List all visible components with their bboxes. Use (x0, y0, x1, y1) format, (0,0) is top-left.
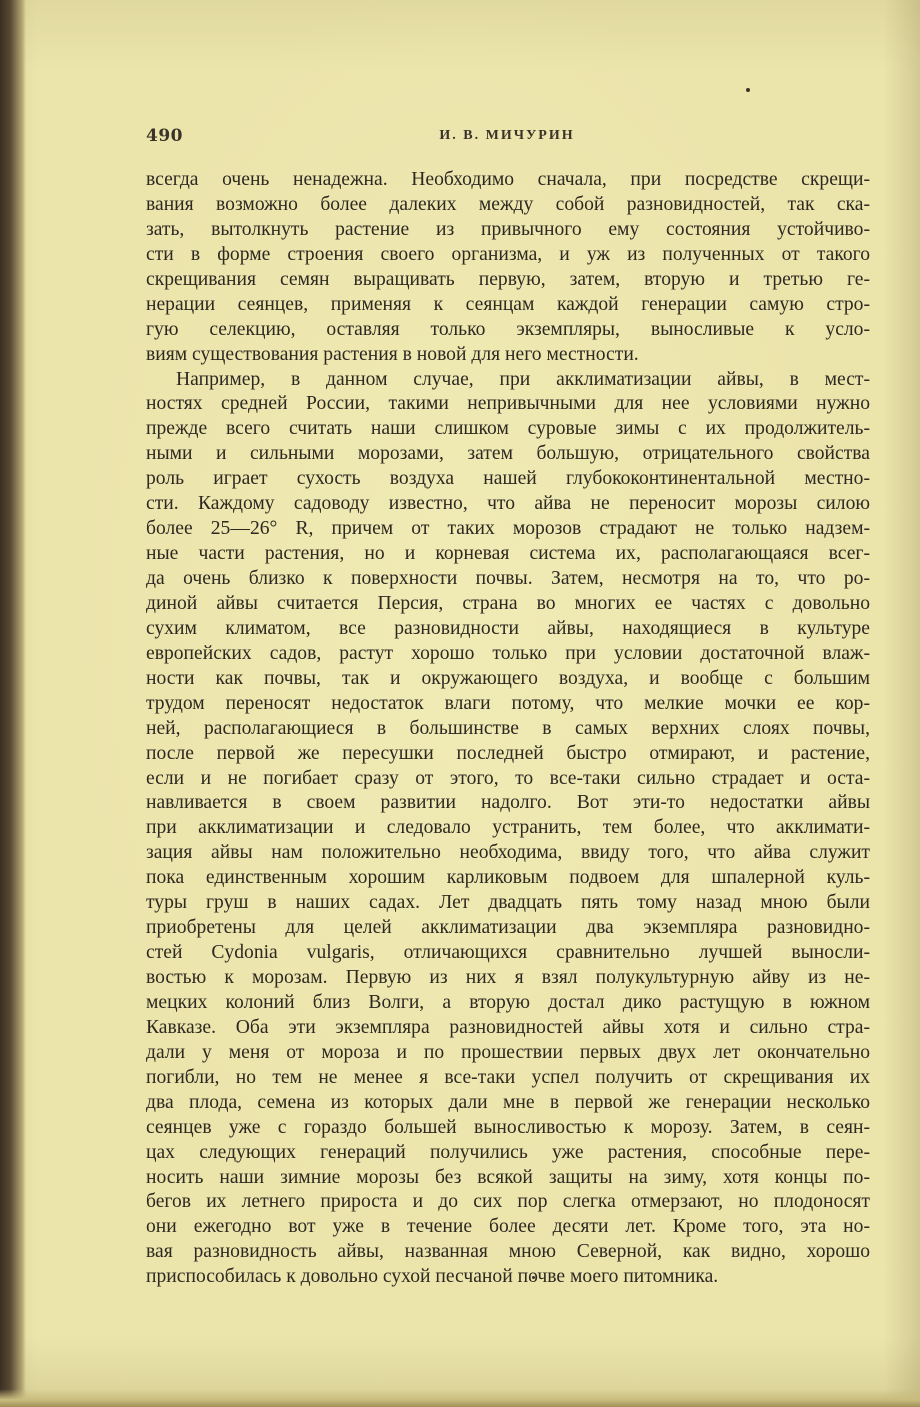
text-line: да очень близко к поверхности почвы. Затем, несмотря на то, что ро- (146, 568, 870, 589)
body-text (146, 168, 870, 1290)
paragraph (146, 368, 870, 1291)
text-line: трудом переносят недостаток влаги потому, что мелкие мочки ее кор- (146, 692, 870, 714)
text-line: при акклиматизации и следовало устранить, тем более, что акклимати- (146, 817, 870, 839)
text-line: роль играет сухость воздуха нашей глубококонтинентальной местно- (146, 468, 870, 490)
text-line: сеянцев уже с гораздо большей выносливостью к морозу. Затем, в сеян- (146, 1116, 870, 1138)
text-line: ные части растения, но и корневая система их, располагающаяся всег- (146, 543, 870, 565)
text-line: после первой же пересушки последней быстро отмирают, и растение, (146, 742, 870, 764)
text-line: два плода, семена из которых дали мне в первой же генерации несколько (146, 1091, 870, 1113)
page-header (146, 126, 868, 148)
text-line: Кавказе. Оба эти экземпляра разновидностей айвы хотя и сильно стра- (146, 1016, 870, 1038)
text-line: погибли, но тем не менее я все-таки успел получить от скрещивания их (146, 1066, 870, 1088)
text-line: носить наши зимние морозы без всякой защиты на зиму, хотя концы по- (146, 1166, 870, 1188)
text-line: скрещивания семян выращивать первую, затем, вторую и третью ге- (146, 268, 870, 290)
text-line: сти в форме строения своего организма, и уж из полученных от такого (146, 243, 870, 265)
text-line: стей Cydonia vulgaris, отличающихся сравнительно лучшей выносли- (146, 942, 870, 964)
text-line: ности как почвы, так и окружающего воздуха, и вообще с большим (146, 667, 870, 689)
text-line: сухим климатом, все разновидности айвы, находящиеся в культуре (146, 617, 870, 639)
text-line: ностях средней России, такими непривычными для нее условиями нужно (146, 393, 870, 415)
text-line: зать, вытолкнуть растение из привычного ему состояния устойчиво- (146, 218, 870, 240)
book-spine-shadow (0, 0, 26, 1407)
text-line: вая разновидность айвы, названная мною Северной, как видно, хорошо (146, 1241, 870, 1263)
ink-speck (746, 88, 750, 92)
text-line: всегда очень ненадежна. Необходимо сначала, при посредстве скрещи- (146, 169, 870, 190)
text-line: гую селекцию, оставляя только экземпляры, выносливые к усло- (146, 318, 870, 340)
text-line: цах следующих генераций получились уже растения, способные пере- (146, 1141, 870, 1163)
text-line: приспособилась к довольно сухой песчаной почве моего питомника. (146, 1266, 719, 1288)
page-bottom-edge (0, 1389, 920, 1407)
text-line: мецких колоний близ Волги, а вторую достал дико растущую в южном (146, 991, 870, 1013)
text-line: дали у меня от мороза и по прошествии первых двух лет окончательно (146, 1041, 870, 1063)
text-line: виям существования растения в новой для него местности. (146, 343, 639, 365)
page-number: 490 (146, 126, 183, 146)
text-line: туры груш в наших садах. Лет двадцать пять тому назад мною были (146, 892, 870, 914)
text-line: вания возможно более далеких между собой разновидностей, так ска- (146, 193, 870, 215)
text-line: приобретены для целей акклиматизации два экземпляра разновидно- (146, 917, 870, 939)
text-line: если и не погибает сразу от этого, то все-таки сильно страдает и оста- (146, 767, 870, 789)
text-line: зация айвы нам положительно необходима, ввиду того, что айва служит (146, 842, 870, 864)
text-line: нерации сеянцев, применяя к сеянцам каждой генерации самую стро- (146, 293, 870, 315)
paragraph (146, 168, 870, 368)
text-line: Например, в данном случае, при акклиматизации айвы, в мест- (176, 368, 870, 390)
text-line: диной айвы считается Персия, страна во многих ее частях с довольно (146, 592, 870, 614)
text-line: прежде всего считать наши слишком суровые зимы с их продолжитель- (146, 418, 870, 440)
text-line: ными и сильными морозами, затем большую, отрицательного свойства (146, 443, 870, 465)
text-line: они ежегодно вот уже в течение более десяти лет. Кроме того, эта но- (146, 1216, 870, 1238)
text-line: бегов их летнего прироста и до сих пор слегка отмерзают, но плодоносят (146, 1191, 870, 1213)
text-line: востью к морозам. Первую из них я взял полукультурную айву из не- (146, 967, 870, 988)
text-line: сти. Каждому садоводу известно, что айва не переносит морозы силою (146, 493, 870, 515)
text-line: европейских садов, растут хорошо только при условии достаточной влаж- (146, 642, 870, 664)
running-head: И. В. МИЧУРИН (439, 128, 575, 143)
text-line: ней, располагающиеся в большинстве в самых верхних слоях почвы, (146, 717, 870, 739)
text-line: навливается в своем развитии надолго. Вот эти-то недостатки айвы (146, 792, 870, 814)
text-line: пока единственным хорошим карликовым подвоем для шпалерной куль- (146, 867, 870, 889)
text-line: более 25—26° R, причем от таких морозов страдают не только надзем- (146, 518, 870, 540)
